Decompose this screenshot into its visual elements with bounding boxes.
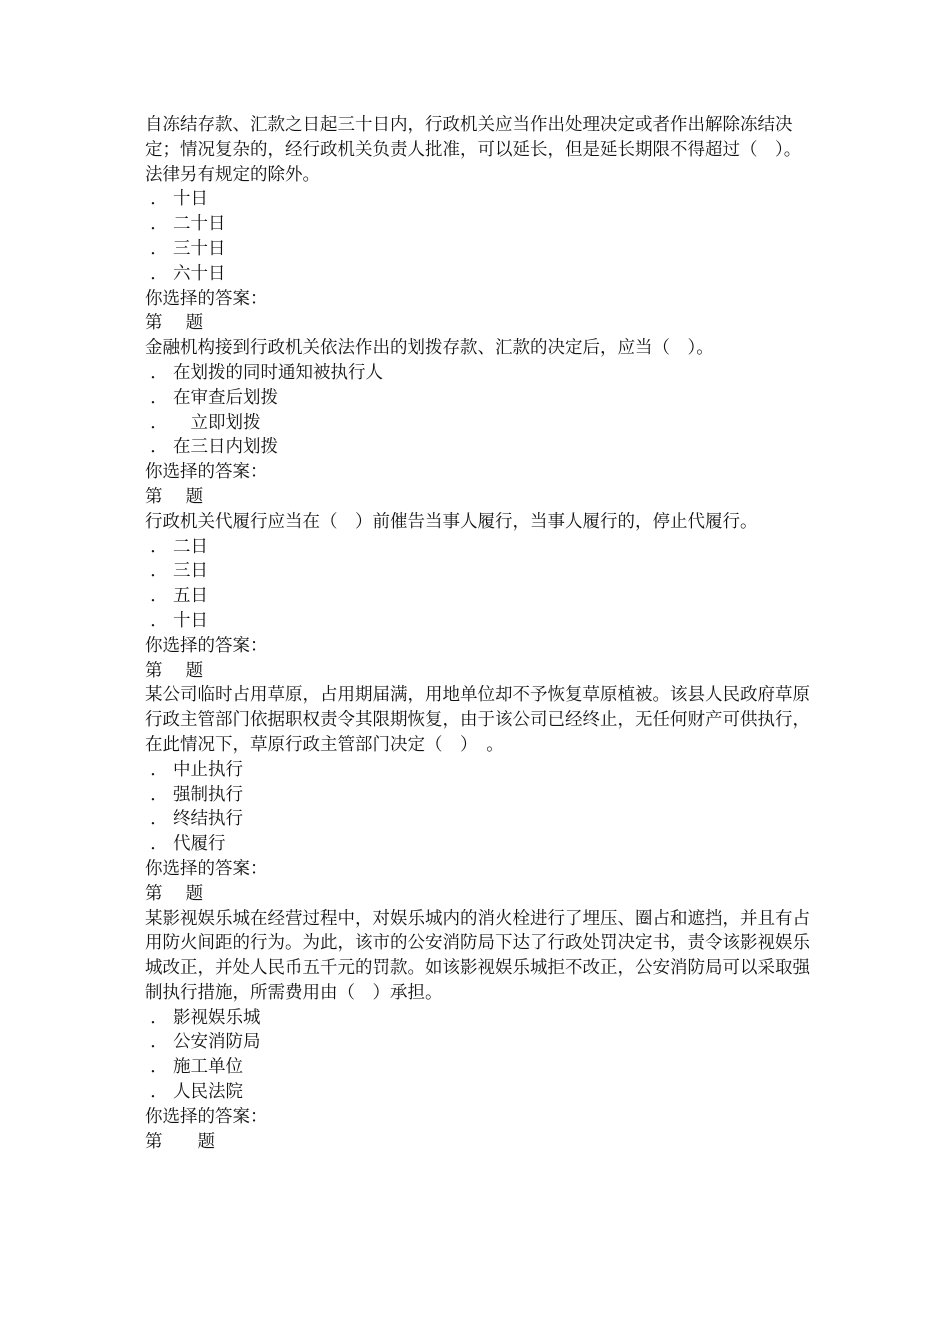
option-c[interactable]	[145, 1055, 810, 1080]
question-text: 自冻结存款、汇款之日起三十日内，行政机关应当作出处理决定或者作出解除冻结决定；情况复杂的，经行政机关负责人批准，可以延长，但是延长期限不得超过（ ）。法律另有规定的除外。	[145, 115, 802, 185]
question-block	[145, 336, 810, 510]
option-marker: ．	[150, 759, 168, 780]
answer-label: 你选择的答案：	[145, 288, 268, 309]
question-number-label: 第 题	[145, 883, 204, 904]
option-b[interactable]	[145, 386, 810, 411]
option-marker: ．	[150, 834, 168, 855]
question-block	[145, 683, 810, 906]
option-a[interactable]	[145, 535, 810, 560]
option-a[interactable]	[145, 187, 810, 212]
option-b[interactable]	[145, 559, 810, 584]
option-marker: ．	[150, 214, 168, 235]
document-page	[145, 113, 810, 1154]
option-marker: ．	[150, 437, 168, 458]
option-d[interactable]	[145, 1080, 810, 1105]
answer-label: 你选择的答案：	[145, 462, 268, 483]
option-marker: ．	[150, 561, 168, 582]
question-text: 金融机构接到行政机关依法作出的划拨存款、汇款的决定后，应当（ ）。	[145, 338, 714, 359]
option-label: 终结执行	[173, 809, 243, 830]
question-block	[145, 510, 810, 684]
option-label: 六十日	[173, 263, 226, 284]
question-number-label: 第 题	[145, 660, 204, 681]
answer-label: 你选择的答案：	[145, 635, 268, 656]
option-label: 强制执行	[173, 784, 243, 805]
question-number-label: 第 题	[145, 1131, 215, 1152]
option-label: 影视娱乐城	[173, 1007, 261, 1028]
option-d[interactable]	[145, 832, 810, 857]
option-marker: ．	[150, 189, 168, 210]
option-marker: ．	[150, 238, 168, 259]
option-b[interactable]	[145, 212, 810, 237]
question-text: 行政机关代履行应当在（ ）前催告当事人履行，当事人履行的，停止代履行。	[145, 511, 758, 532]
option-marker: ．	[150, 809, 168, 830]
option-label: 二十日	[173, 214, 226, 235]
option-label: 三日	[173, 561, 208, 582]
option-c[interactable]	[145, 584, 810, 609]
question-number-label: 第 题	[145, 486, 204, 507]
option-label: 三十日	[173, 238, 226, 259]
option-label: 公安消防局	[173, 1032, 261, 1053]
question-text: 某公司临时占用草原，占用期届满，用地单位却不予恢复草原植被。该县人民政府草原行政主管部门依据职权责令其限期恢复，由于该公司已经终止，无任何财产可供执行，在此情况下，草原行政主管部门决定（ ） 。	[145, 685, 810, 755]
option-label: 十日	[173, 189, 208, 210]
option-marker: ．	[150, 387, 168, 408]
option-marker: ．	[150, 784, 168, 805]
answer-label: 你选择的答案：	[145, 1106, 268, 1127]
option-marker: ．	[150, 610, 168, 631]
option-label: 立即划拨	[173, 412, 261, 433]
option-marker: ．	[150, 362, 168, 383]
option-marker: ．	[150, 586, 168, 607]
option-marker: ．	[150, 1032, 168, 1053]
option-a[interactable]	[145, 361, 810, 386]
option-d[interactable]	[145, 609, 810, 634]
question-block	[145, 907, 810, 1155]
option-marker: ．	[150, 1082, 168, 1103]
option-label: 施工单位	[173, 1057, 243, 1078]
option-label: 在三日内划拨	[173, 437, 278, 458]
option-d[interactable]	[145, 435, 810, 460]
answer-label: 你选择的答案：	[145, 858, 268, 879]
option-b[interactable]	[145, 783, 810, 808]
question-block	[145, 113, 810, 336]
option-label: 在划拨的同时通知被执行人	[173, 362, 383, 383]
question-number-label: 第 题	[145, 313, 204, 334]
option-label: 人民法院	[173, 1082, 243, 1103]
option-d[interactable]	[145, 262, 810, 287]
question-text: 某影视娱乐城在经营过程中，对娱乐城内的消火栓进行了埋压、圈占和遮挡，并且有占用防火间距的行为。为此，该市的公安消防局下达了行政处罚决定书，责令该影视娱乐城改正，并处人民币五千元的罚款。如该影视娱乐城拒不改正，公安消防局可以采取强制执行措施，所需费用由（ ）承担。	[145, 908, 810, 1003]
option-label: 代履行	[173, 834, 226, 855]
option-marker: ．	[150, 536, 168, 557]
option-a[interactable]	[145, 1006, 810, 1031]
option-marker: ．	[150, 1057, 168, 1078]
option-label: 五日	[173, 586, 208, 607]
option-label: 在审查后划拨	[173, 387, 278, 408]
option-c[interactable]	[145, 807, 810, 832]
option-label: 十日	[173, 610, 208, 631]
option-b[interactable]	[145, 1030, 810, 1055]
option-marker: ．	[150, 412, 168, 433]
option-c[interactable]	[145, 411, 810, 436]
option-a[interactable]	[145, 758, 810, 783]
option-label: 中止执行	[173, 759, 243, 780]
option-marker: ．	[150, 263, 168, 284]
option-c[interactable]	[145, 237, 810, 262]
option-label: 二日	[173, 536, 208, 557]
option-marker: ．	[150, 1007, 168, 1028]
